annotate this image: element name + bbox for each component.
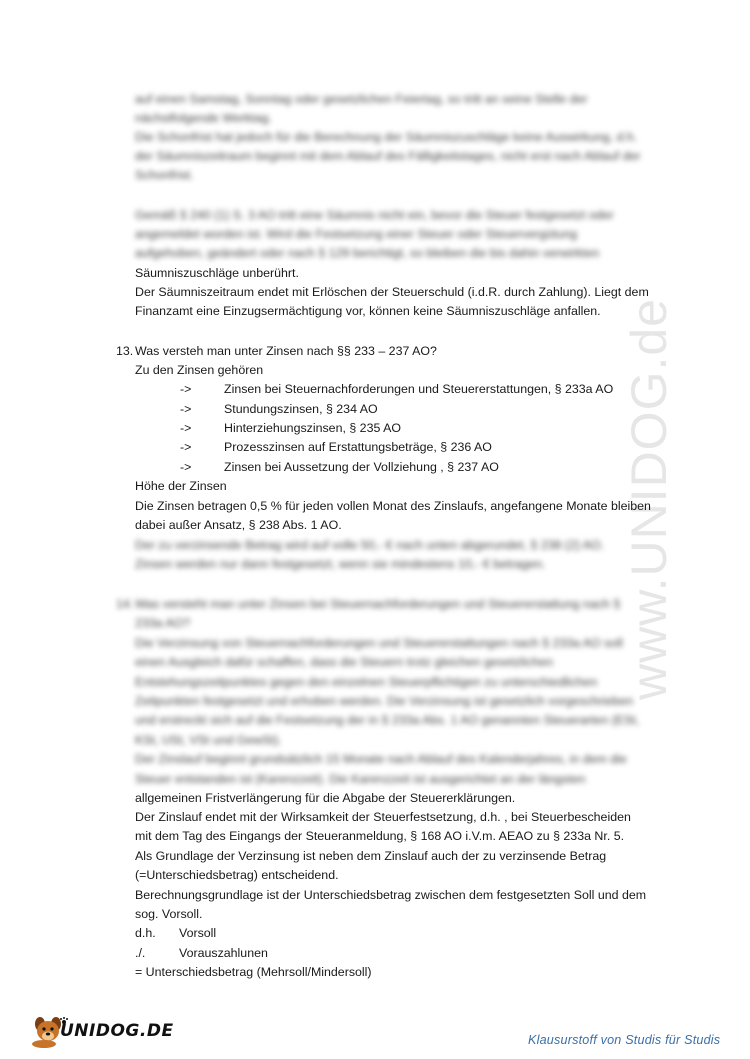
paragraph-line: Die Zinsen betragen 0,5 % für jeden vollen Monat des Zinslaufs, angefangene Monate bleiben [135,499,651,513]
blurred-line: Schonfrist. [135,168,194,182]
question-title: Was versteh man unter Zinsen nach §§ 233 – 237 AO? [135,344,437,358]
paragraph-line: Der Säumniszeitraum endet mit Erlöschen der Steuerschuld (i.d.R. durch Zahlung). Liegt dem [135,285,649,299]
blurred-line: auf einen Samstag, Sonntag oder gesetzlichen Feiertag, so tritt an seine Stelle der [135,92,588,106]
arrow-marker: -> [180,382,192,396]
list-item: Zinsen bei Aussetzung der Vollziehung , § 237 AO [224,460,499,474]
blurred-line: Was versteht man unter Zinsen bei Steuernachforderungen und Steuererstattung nach § [135,597,621,611]
blurred-line: Die Schonfrist hat jedoch für die Berechnung der Säumniszuschläge keine Auswirkung, d.h. [135,130,638,144]
list-item: Stundungszinsen, § 234 AO [224,402,378,416]
list-item: Hinterziehungszinsen, § 235 AO [224,421,402,435]
paragraph-line: Finanzamt eine Einzugsermächtigung vor, können keine Säumniszuschläge anfallen. [135,304,601,318]
watermark: www.UNIDOG.de [621,298,677,700]
paragraph-line: Der Zinslauf endet mit der Wirksamkeit der Steuerfestsetzung, d.h. , bei Steuerbescheiden [135,810,631,824]
blurred-line: Entstehungszeitpunktes gegen den einzelnen Steuerpflichtigen zu unterschiedlichen [135,675,598,689]
paragraph-line: Als Grundlage der Verzinsung ist neben dem Zinslauf auch der zu verzinsende Betrag [135,849,607,863]
arrow-marker: -> [180,421,192,435]
calc-text: Vorsoll [179,926,217,940]
paragraph-line: dabei außer Ansatz, § 238 Abs. 1 AO. [135,518,342,532]
blurred-line: Die Verzinsung von Steuernachforderungen und Steuererstattungen nach § 233a AO soll [135,636,623,650]
calc-label: d.h. [135,926,156,940]
paragraph-line: (=Unterschiedsbetrag) entscheidend. [135,868,339,882]
blurred-line: 233a AO? [135,616,191,630]
paragraph-line: Berechnungsgrundlage ist der Unterschiedsbetrag zwischen dem festgesetzten Soll und dem [135,888,647,902]
blurred-line: der Säumniszeitraum beginnt mit dem Ablauf des Fälligkeitstages, nicht erst nach Ablauf der [135,149,641,163]
logo-text: UNIDOG.DE [60,1021,174,1041]
blurred-line: Der zu verzinsende Betrag wird auf volle 50,- € nach unten abgerundet, § 238 (2) AO. [135,538,605,552]
footer-tagline: Klausurstoff von Studis für Studis [528,1033,721,1047]
blurred-line: Der Zinslauf beginnt grundsätzlich 15 Monate nach Ablauf des Kalenderjahres, in dem die [135,752,627,766]
blurred-line: aufgehoben, geändert oder nach § 129 berichtigt, so bleiben die bis dahin verwirkten [135,246,600,260]
question-number: 14. [116,597,134,611]
question-number: 13. [116,344,134,358]
blurred-line: und erstreckt sich auf die Festsetzung der in § 233a Abs. 1 AO genannten Steuerarten (ESt, [135,713,640,727]
blurred-line: angemeldet worden ist. Wird die Festsetzung einer Steuer oder Steuervergütung [135,227,578,241]
calc-text: Vorauszahlunen [179,946,268,960]
paragraph-line: mit dem Tag des Eingangs der Steueranmeldung, § 168 AO i.V.m. AEAO zu § 233a Nr. 5. [135,829,625,843]
calc-result: = Unterschiedsbetrag (Mehrsoll/Mindersoll) [135,965,372,979]
blurred-line: nächstfolgende Werktag. [135,111,272,125]
blurred-line: Zeitpunkten festgesetzt und erhoben werden. Die Verzinsung ist gesetzlich vorgeschrieben [135,694,633,708]
calc-label: ./. [135,946,146,960]
list-item: Prozesszinsen auf Erstattungsbeträge, § 236 AO [224,440,492,454]
blurred-line: Zinsen werden nur dann festgesetzt, wenn sie mindestens 10,- € betragen. [135,557,546,571]
arrow-marker: -> [180,460,192,474]
paragraph-line: Säumniszuschläge unberührt. [135,266,299,280]
blurred-line: KSt, USt, VSt und GewSt). [135,733,282,747]
list-item: Zinsen bei Steuernachforderungen und Steuererstattungen, § 233a AO [224,382,614,396]
section-heading: Höhe der Zinsen [135,479,227,493]
paragraph-line: allgemeinen Fristverlängerung für die Abgabe der Steuererklärungen. [135,791,516,805]
blurred-line: Steuer entstanden ist (Karenzzeit). Die Karenzzeit ist ausgerichtet an der längsten [135,772,586,786]
paragraph-line: sog. Vorsoll. [135,907,203,921]
blurred-line: einen Ausgleich dafür schaffen, dass die Steuern trotz gleichen gesetzlichen [135,655,553,669]
paragraph-line: Zu den Zinsen gehören [135,363,264,377]
arrow-marker: -> [180,440,192,454]
blurred-line: Gemäß § 240 (1) S. 3 AO tritt eine Säumnis nicht ein, bevor die Steuer festgesetzt oder [135,208,614,222]
arrow-marker: -> [180,402,192,416]
